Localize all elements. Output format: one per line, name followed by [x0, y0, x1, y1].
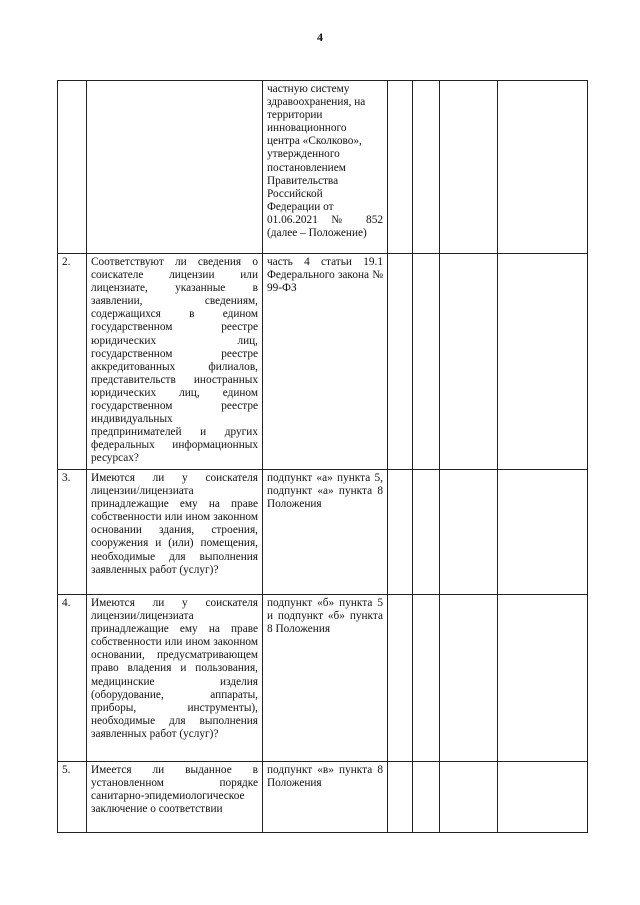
- reference-line: Федерации от: [267, 200, 334, 213]
- row-number: 3.: [58, 470, 87, 595]
- reference-line: частную систему: [267, 83, 350, 95]
- reference-line: (далее – Положение): [267, 227, 367, 240]
- page-number: 4: [317, 30, 323, 44]
- table-row: [58, 595, 588, 762]
- notes-cell: [498, 762, 588, 833]
- legal-reference-cell: подпункт «в» пункта 8 Положения: [263, 762, 388, 833]
- answer-cell: [388, 254, 413, 470]
- answer-cell: [413, 470, 440, 595]
- table-row: [58, 81, 588, 254]
- answer-cell: [413, 254, 440, 470]
- row-number: 4.: [58, 595, 87, 762]
- legal-reference-cell: часть 4 статьи 19.1 Федерального закона № 99-ФЗ: [263, 254, 388, 470]
- row-number: 5.: [58, 762, 87, 833]
- answer-cell: [413, 81, 440, 254]
- row-number: 2.: [58, 254, 87, 470]
- legal-reference-cell: [263, 81, 388, 254]
- reference-line: 01.06.2021 № 852: [267, 213, 383, 226]
- reference-line: Российской: [267, 187, 323, 200]
- question-cell: [87, 81, 263, 254]
- answer-cell: [440, 595, 498, 762]
- reference-line: территории: [267, 109, 323, 122]
- reference-line: центра «Сколково»,: [267, 135, 362, 148]
- reference-line: постановлением: [267, 161, 346, 174]
- notes-cell: [498, 81, 588, 254]
- notes-cell: [498, 595, 588, 762]
- answer-cell: [388, 81, 413, 254]
- reference-line: инновационного: [267, 122, 347, 135]
- legal-reference-cell: подпункт «а» пункта 5, подпункт «а» пункта 8 Положения: [263, 470, 388, 595]
- answer-cell: [440, 762, 498, 833]
- notes-cell: [498, 470, 588, 595]
- answer-cell: [413, 595, 440, 762]
- question-cell: Имеется ли выданное в установленном порядке санитарно-эпидемиологическое заключение о соответствии: [87, 762, 263, 833]
- legal-reference-cell: подпункт «б» пункта 5 и подпункт «б» пункта 8 Положения: [263, 595, 388, 762]
- table-row: [58, 470, 588, 595]
- checklist-table: [57, 80, 588, 833]
- table-row: [58, 762, 588, 833]
- reference-line: здравоохранения, на: [267, 96, 366, 109]
- reference-line: Правительства: [267, 174, 339, 187]
- answer-cell: [440, 81, 498, 254]
- row-number: [58, 81, 87, 254]
- question-cell: Соответствуют ли сведения о соискателе лицензии или лицензиате, указанные в заявлении, сведениям, содержащихся в едином государственном реестре юридических лиц, государственном реестре аккредитованных филиалов, представительств иностранных юридических лиц, едином государственном реестре индивидуальных предпринимателей и других федеральных информационных ресурсах?: [87, 254, 263, 470]
- answer-cell: [388, 595, 413, 762]
- answer-cell: [440, 470, 498, 595]
- notes-cell: [498, 254, 588, 470]
- question-cell: Имеются ли у соискателя лицензии/лицензиата принадлежащие ему на праве собственности или ином законном основании здания, строения, сооружения и (или) помещения, необходимые для выполнения заявленных работ (услуг)?: [87, 470, 263, 595]
- answer-cell: [413, 762, 440, 833]
- answer-cell: [388, 470, 413, 595]
- question-cell: Имеются ли у соискателя лицензии/лицензиата принадлежащие ему на праве собственности или ином законном основании, предусматривающем право владения и пользования, медицинские изделия (оборудование, аппараты, приборы, инструменты), необходимые для выполнения заявленных работ (услуг)?: [87, 595, 263, 762]
- table-row: [58, 254, 588, 470]
- reference-line: утвержденного: [267, 148, 340, 161]
- answer-cell: [388, 762, 413, 833]
- answer-cell: [440, 254, 498, 470]
